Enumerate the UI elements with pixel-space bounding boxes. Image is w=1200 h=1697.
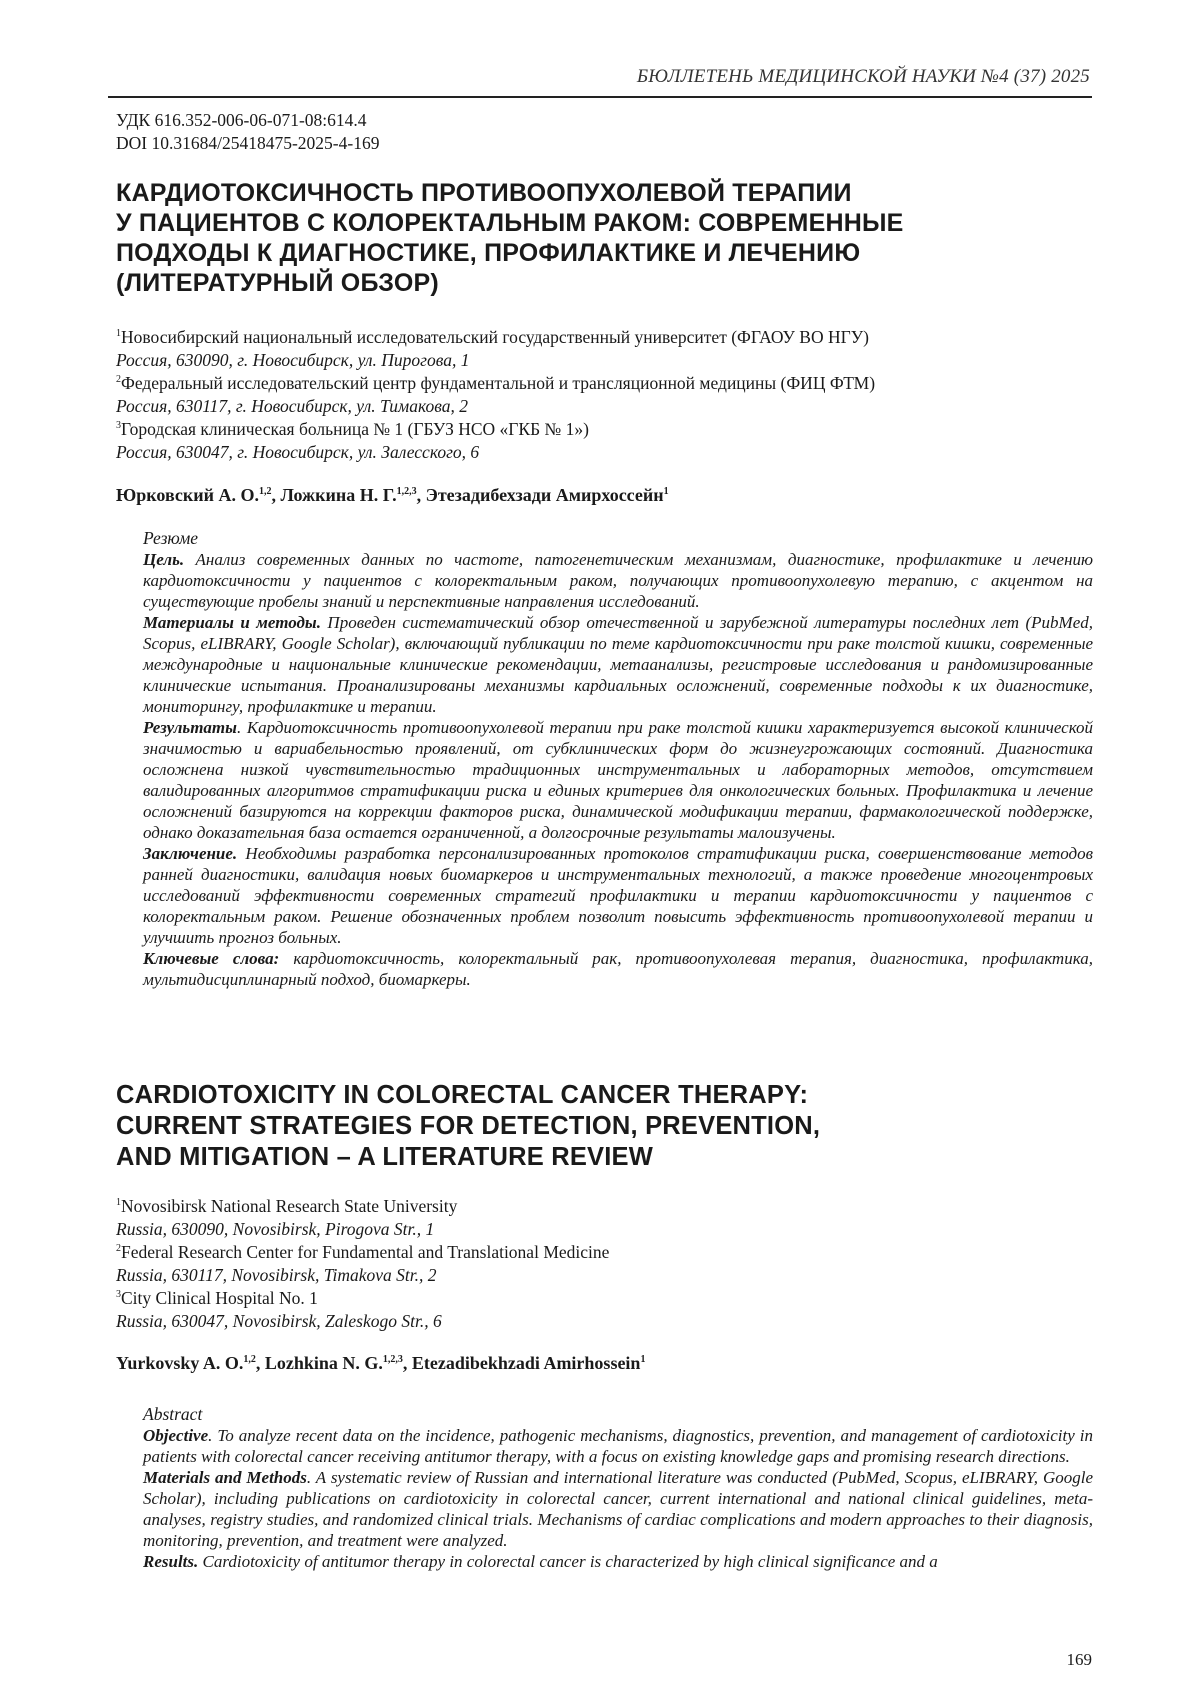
title-english	[116, 1080, 1096, 1173]
affiliation-name: $^1$Novosibirsk National Research State University	[116, 1196, 458, 1216]
affiliation-address: Russia, 630047, Novosibirsk, Zaleskogo Str., 6	[116, 1311, 442, 1331]
affiliations-english	[116, 1195, 1086, 1333]
title-line: ПОДХОДЫ К ДИАГНОСТИКЕ, ПРОФИЛАКТИКЕ И ЛЕЧЕНИЮ	[116, 239, 861, 267]
affiliation-address: Россия, 630047, г. Новосибирск, ул. Залесского, 6	[116, 442, 480, 462]
title-line: CURRENT STRATEGIES FOR DETECTION, PREVENTION,	[116, 1112, 821, 1140]
affiliation-marker: 2	[116, 1243, 121, 1255]
affiliation-name: $^2$Federal Research Center for Fundamental and Translational Medicine	[116, 1242, 610, 1262]
journal-header: БЮЛЛЕТЕНЬ МЕДИЦИНСКОЙ НАУКИ №4 (37) 2025	[636, 66, 1090, 87]
affiliation-name: $^1$Новосибирский национальный исследовательский государственный университет (ФГАОУ ВО НГУ)	[116, 327, 869, 347]
author-name: Yurkovsky A. O.	[116, 1353, 244, 1373]
abstract-keywords: Ключевые слова: кардиотоксичность, колоректальный рак, противоопухолевая терапия, диагностика, профилактика, мультидисциплинарный подход, биомаркеры.	[143, 949, 1093, 989]
author-affiliation-marker: 1	[640, 1354, 646, 1365]
abstract-results: Results. Cardiotoxicity of antitumor therapy in colorectal cancer is characterized by high clinical significance and a	[143, 1552, 938, 1571]
abstract-english	[143, 1404, 1093, 1572]
authors-russian: Юрковский А. О.$^{1,2}$, Ложкина Н. Г.$^{1,2,3}$, Этезадибехзади Амирхоссейн$^1$	[116, 485, 669, 505]
abstract-methods: Материалы и методы. Проведен систематический обзор отечественной и зарубежной литературы последних лет (PubMed, Scopus, eLIBRARY, Google Scholar), включающий публикации по теме кардиотоксичности при раке толстой кишки, современные международные и национальные клинические рекомендации, метаанализы, регистровые исследования и рандомизированные клинические испытания. Проанализированы механизмы кардиальных осложнений, современные подходы к их диагностике, мониторингу, профилактике и терапии.	[143, 613, 1093, 716]
affiliation-address: Россия, 630090, г. Новосибирск, ул. Пирогова, 1	[116, 350, 470, 370]
abstract-methods: Materials and Methods. A systematic review of Russian and international literature was conducted (PubMed, Scopus, eLIBRARY, Google Scholar), including publications on cardiotoxicity in colorectal cancer, current international and national clinical guidelines, meta-analyses, registry studies, and randomized clinical trials. Mechanisms of cardiac complications and modern approaches to their diagnosis, monitoring, prevention, and treatment were analyzed.	[143, 1468, 1093, 1550]
abstract-results: Результаты. Кардиотоксичность противоопухолевой терапии при раке толстой кишки характеризуется высокой клинической значимостью и вариабельностью проявлений, от субклинических форм до жизнеугрожающих состояний. Диагностика осложнена низкой чувствительностью традиционных инструментальных и лабораторных методов, отсутствием валидированных алгоритмов стратификации риска и единых критериев для онкологических больных. Профилактика и лечение осложнений базируются на коррекции факторов риска, динамической модификации терапии, фармакологической поддержке, однако доказательная база остается ограниченной, а долгосрочные результаты малоизучены.	[143, 718, 1093, 842]
affiliations-russian	[116, 326, 1086, 464]
article-codes	[116, 109, 379, 155]
title-line: КАРДИОТОКСИЧНОСТЬ ПРОТИВООПУХОЛЕВОЙ ТЕРАПИИ	[116, 179, 852, 207]
abstract-objective: Цель. Анализ современных данных по частоте, патогенетическим механизмам, диагностике, профилактике и лечению кардиотоксичности у пациентов с колоректальным раком, получающих противоопухолевую терапию, с акцентом на существующие пробелы знаний и перспективные направления исследований.	[143, 550, 1093, 611]
authors-english: Yurkovsky A. O.$^{1,2}$, Lozhkina N. G.$^{1,2,3}$, Etezadibekhzadi Amirhossein$^1$	[116, 1353, 646, 1373]
author-name: Etezadibekhzadi Amirhossein	[411, 1353, 641, 1373]
affiliation-marker: 1	[116, 1197, 121, 1209]
title-line: (ЛИТЕРАТУРНЫЙ ОБЗОР)	[116, 269, 439, 297]
header-rule	[108, 96, 1092, 98]
page-number: 169	[1066, 1650, 1092, 1669]
title-line: CARDIOTOXICITY IN COLORECTAL CANCER THERAPY:	[116, 1081, 809, 1109]
abstract-conclusion: Заключение. Необходимы разработка персонализированных протоколов стратификации риска, совершенствование методов ранней диагностики, валидация новых биомаркеров и инструментальных технологий, а также проведение многоцентровых исследований эффективности современных стратегий профилактики и терапии кардиотоксичности у пациентов с колоректальным раком. Решение обозначенных проблем позволит повысить эффективность противоопухолевой терапии и улучшить прогноз больных.	[143, 844, 1093, 947]
author-affiliation-marker: 1,2	[259, 486, 272, 497]
title-line: AND MITIGATION – A LITERATURE REVIEW	[116, 1143, 654, 1171]
abstract-objective: Objective. To analyze recent data on the incidence, pathogenic mechanisms, diagnostics, prevention, and management of cardiotoxicity in patients with colorectal cancer receiving antitumor therapy, with a focus on existing knowledge gaps and promising research directions.	[143, 1426, 1093, 1466]
affiliation-name: $^3$City Clinical Hospital No. 1	[116, 1288, 318, 1308]
abstract-heading: Abstract	[143, 1404, 203, 1424]
abstract-russian	[143, 528, 1093, 990]
author-name: Юрковский А. О.	[116, 485, 260, 505]
affiliation-marker: 3	[116, 420, 121, 432]
affiliation-marker: 2	[116, 374, 121, 386]
affiliation-marker: 1	[116, 328, 121, 340]
author-affiliation-marker: 1,2,3	[382, 1354, 403, 1365]
author-name: Ложкина Н. Г.	[280, 485, 397, 505]
title-russian	[116, 178, 1076, 298]
affiliation-marker: 3	[116, 1289, 121, 1301]
affiliation-address: Russia, 630117, Novosibirsk, Timakova Str., 2	[116, 1265, 437, 1285]
author-affiliation-marker: 1	[663, 486, 669, 497]
affiliation-name: $^2$Федеральный исследовательский центр фундаментальной и трансляционной медицины (ФИЦ ФТМ)	[116, 373, 876, 393]
abstract-heading: Резюме	[143, 528, 199, 548]
affiliation-name: $^3$Городская клиническая больница № 1 (ГБУЗ НСО «ГКБ № 1»)	[116, 419, 589, 439]
author-name: Lozhkina N. G.	[264, 1353, 383, 1373]
author-affiliation-marker: 1,2	[243, 1354, 256, 1365]
affiliation-address: Россия, 630117, г. Новосибирск, ул. Тимакова, 2	[116, 396, 468, 416]
udk-code: УДК 616.352-006-06-071-08:614.4	[116, 110, 367, 130]
doi-code: DOI 10.31684/25418475-2025-4-169	[116, 133, 380, 153]
author-name: Этезадибехзади Амирхоссейн	[425, 485, 664, 505]
author-affiliation-marker: 1,2,3	[396, 486, 417, 497]
title-line: У ПАЦИЕНТОВ С КОЛОРЕКТАЛЬНЫМ РАКОМ: СОВРЕМЕННЫЕ	[116, 209, 904, 237]
affiliation-address: Russia, 630090, Novosibirsk, Pirogova Str., 1	[116, 1219, 435, 1239]
